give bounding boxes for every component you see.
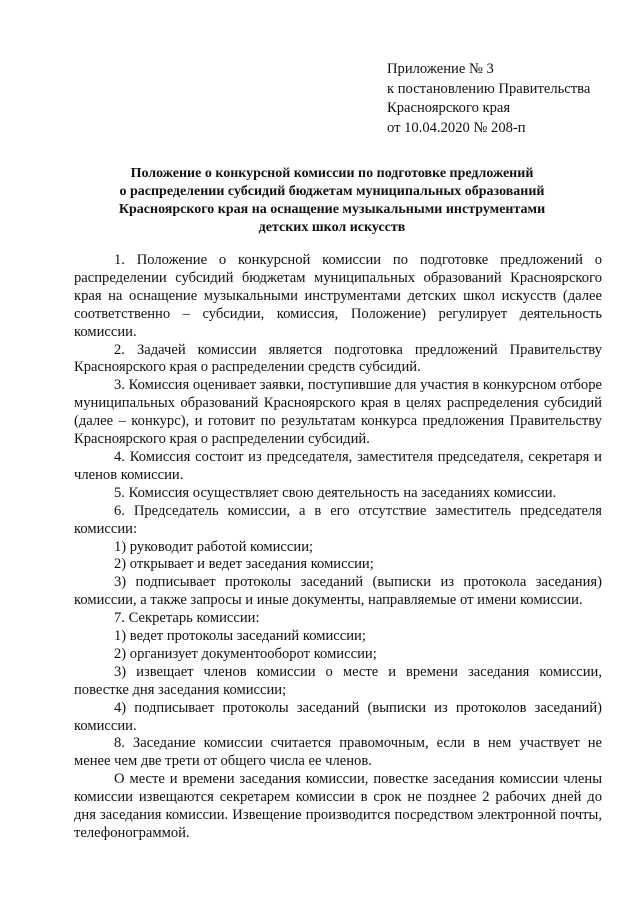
document-title: [62, 165, 602, 237]
paragraph: 2. Задачей комиссии является подготовка предложений Правительству Красноярского края о распределении средств субсидий.: [74, 341, 602, 376]
paragraph: 2) организует документооборот комиссии;: [114, 645, 377, 662]
appendix-block: [387, 60, 627, 138]
appendix-region: Красноярского края: [387, 100, 511, 116]
title-line: Положение о конкурсной комиссии по подготовке предложений: [130, 166, 534, 181]
appendix-date: от 10.04.2020 № 208-п: [387, 119, 526, 136]
paragraph: 1) ведет протоколы заседаний комиссии;: [114, 628, 366, 645]
paragraph: 5. Комиссия осуществляет свою деятельность на заседаниях комиссии.: [114, 484, 557, 501]
title-line: о распределении субсидий бюджетам муниципальных образований: [119, 184, 545, 199]
paragraph: 3) извещает членов комиссии о месте и времени заседания комиссии, повестке дня заседания комиссии;: [74, 663, 602, 698]
paragraph: О месте и времени заседания комиссии, повестке заседания комиссии члены комиссии извещаются секретарем комиссии в срок не позднее 2 рабочих дней до дня заседания комиссии. Извещение производится посредством электронной почты, телефонограммой.: [74, 771, 602, 841]
title-line: Красноярского края на оснащение музыкальными инструментами: [118, 202, 546, 217]
paragraph: 7. Секретарь комиссии:: [114, 610, 260, 627]
paragraph: 3. Комиссия оценивает заявки, поступившие для участия в конкурсном отборе муниципальных образований Красноярского края в целях распределения субсидий (далее – конкурс), и готовит по результатам конкурса предложения Правительству Красноярского края о распределении субсидий.: [74, 377, 602, 448]
paragraph: 2) открывает и ведет заседания комиссии;: [114, 556, 374, 573]
document-body: [74, 252, 602, 843]
paragraph: 4) подписывает протоколы заседаний (выписки из протоколов заседаний) комиссии.: [74, 699, 602, 734]
paragraph: 3) подписывает протоколы заседаний (выписки из протокола заседания) комиссии, а также запросы и иные документы, направляемые от имени комиссии.: [74, 574, 602, 609]
appendix-number: Приложение № 3: [387, 61, 494, 77]
paragraph: 1) руководит работой комиссии;: [114, 538, 314, 555]
appendix-resolution: к постановлению Правительства: [387, 80, 591, 97]
title-line: детских школ искусств: [258, 220, 406, 235]
paragraph: 6. Председатель комиссии, а в его отсутствие заместитель председателя комиссии:: [74, 502, 602, 537]
paragraph: 1. Положение о конкурсной комиссии по подготовке предложений о распределении субсидий бюджетам муниципальных образований Красноярского края на оснащение музыкальными инструментами детских школ искусств (далее соответственно – субсидии, комиссия, Положение) регулирует деятельность комиссии.: [74, 252, 602, 340]
paragraph: 4. Комиссия состоит из председателя, заместителя председателя, секретаря и членов комиссии.: [74, 448, 602, 483]
paragraph: 8. Заседание комиссии считается правомочным, если в нем участвует не менее чем две трети от общего числа ее членов.: [74, 735, 602, 770]
